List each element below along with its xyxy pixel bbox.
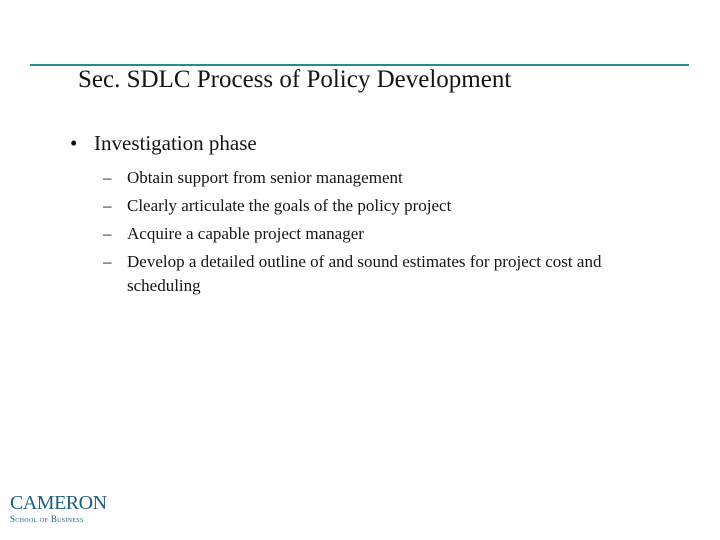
bullet-text: Investigation phase [94, 131, 257, 155]
logo-name: CAMERON [10, 492, 107, 514]
sub-bullet-text: Develop a detailed outline of and sound estimates for project cost and scheduling [127, 252, 602, 295]
sub-bullet-text: Obtain support from senior management [127, 168, 403, 187]
dash-marker: – [103, 224, 112, 243]
sub-bullet-item [103, 194, 673, 218]
sub-bullet-item [103, 222, 673, 246]
sub-bullet-text: Clearly articulate the goals of the policy project [127, 196, 452, 215]
slide-title: Sec. SDLC Process of Policy Development [78, 66, 512, 93]
cameron-logo [10, 493, 107, 525]
logo-subtitle: School of Business [10, 514, 84, 524]
dash-marker: – [103, 252, 112, 271]
sub-bullet-item [103, 166, 673, 190]
sub-bullet-text: Acquire a capable project manager [127, 224, 364, 243]
main-bullet [70, 131, 257, 156]
sub-bullet-item [103, 250, 673, 298]
bullet-marker: • [70, 131, 78, 155]
sub-bullet-list [103, 166, 673, 302]
dash-marker: – [103, 196, 112, 215]
dash-marker: – [103, 168, 112, 187]
